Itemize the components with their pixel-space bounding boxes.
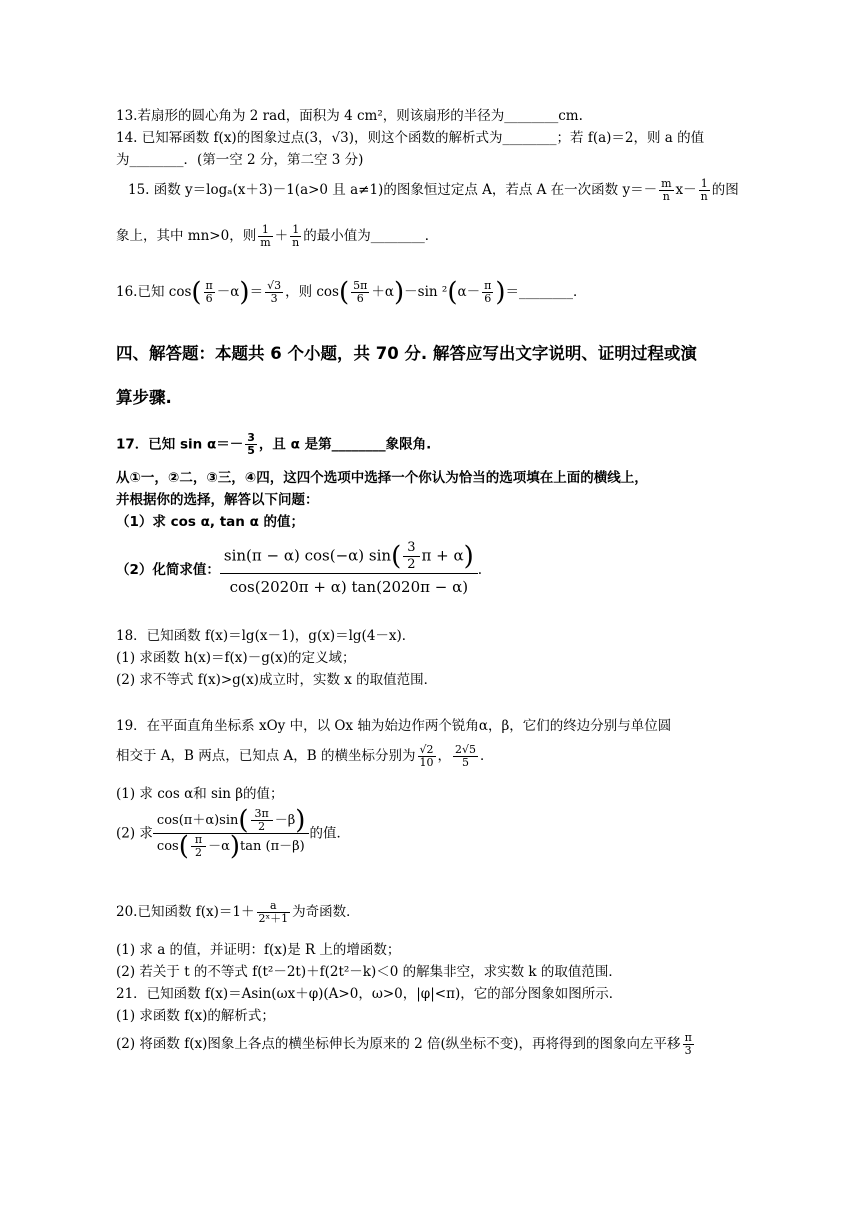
q15-one-over-n — [699, 178, 710, 203]
frac-den: m — [260, 236, 271, 249]
q16-5pi-over-6 — [351, 280, 369, 305]
frac-den: 2 — [407, 557, 416, 572]
q16-text-b: ，则 cos — [285, 284, 339, 300]
q16-eq: ＝ — [249, 284, 264, 300]
frac-den: n — [700, 190, 708, 203]
q19-3pi-over-2 — [251, 808, 273, 833]
question-21-line1: 21．已知函数 f(x)＝Asin(ωx＋φ)(A>0，ω>0，|φ|<π)，它的部分图象如图所示． — [116, 986, 623, 1002]
q20-a-over-2x1 — [257, 900, 291, 925]
frac-num: π — [205, 279, 213, 292]
question-16: 16.已知 cos( $\frac{\pi}{6}$ －α)＝ $\frac{√3}{3}$ ，则 cos( $\frac{5\pi}{6}$ ＋α)－sin ²(α－ $\frac{\pi}{6}$ )＝________． — [116, 277, 587, 308]
frac-den: 6 — [356, 292, 364, 305]
question-19-line2 — [116, 744, 494, 769]
frac-num: m — [661, 177, 672, 190]
question-18-line1: 18．已知函数 f(x)＝lg(x－1)，g(x)＝lg(4－x)． — [116, 628, 416, 644]
expr-rest: －β — [274, 813, 296, 828]
frac-num: 1 — [290, 224, 301, 237]
expr-text: cos(π＋α)sin — [156, 813, 239, 828]
frac-den: 5 — [247, 444, 255, 457]
q14-text: 14. 已知幂函数 f(x)的图象过点 — [116, 130, 305, 146]
q19-expression — [153, 805, 310, 862]
q16-text-c: －sin ² — [404, 284, 448, 300]
q17-3-over-5 — [245, 432, 257, 457]
q17-expression — [220, 542, 478, 598]
q20-text: 20.已知函数 f(x)＝1＋ — [116, 904, 255, 920]
expr-rest: －α — [208, 839, 230, 854]
q17-end: . — [477, 562, 483, 578]
q17-text: 17．已知 sin α＝－ — [116, 436, 244, 453]
q15-1-over-n — [290, 224, 301, 249]
q15-plus: ＋ — [274, 228, 289, 244]
frac-num: 1 — [699, 178, 710, 191]
frac-num: π — [484, 279, 492, 292]
question-19-part1: (1) 求 cos α和 sin β的值； — [116, 786, 284, 802]
question-15-line1 — [128, 178, 739, 203]
frac-den: 3 — [684, 1044, 692, 1057]
question-15-line2 — [116, 224, 438, 249]
frac-num: 3π — [251, 808, 273, 821]
q15-text-c: 象上，其中 mn>0，则 — [116, 228, 257, 244]
question-20-line1 — [116, 900, 360, 925]
question-18-line2: (1) 求函数 h(x)＝f(x)－g(x)的定义域； — [116, 650, 356, 666]
expr-text-b: tan (π－β) — [240, 839, 305, 854]
q14-point: (3，√3) — [304, 130, 355, 146]
q16-pi-over-6 — [204, 280, 215, 305]
frac-den: 2 — [258, 820, 266, 833]
q21-pi-over-3 — [683, 1032, 694, 1057]
q19-sqrt2-over-10 — [418, 744, 436, 769]
frac-num: a — [257, 900, 291, 913]
section-4-heading-line1: 四、解答题：本题共 6 个小题，共 70 分. 解答应写出文字说明、证明过程或演 — [116, 344, 697, 363]
frac-num: π — [684, 1031, 692, 1044]
frac-num: 1 — [258, 224, 272, 237]
question-17-part2 — [116, 542, 482, 598]
frac-num: 5π — [353, 279, 368, 292]
expr-text: sin(π − α) cos(−α) sin — [223, 546, 392, 565]
frac-den: n — [292, 236, 300, 249]
frac-den: 3 — [270, 292, 278, 305]
frac-num: √3 — [267, 279, 282, 292]
q16-text: 16.已知 cos — [116, 284, 192, 300]
q17-3-over-2 — [403, 542, 419, 571]
question-21-line3 — [116, 1032, 696, 1057]
q16-sqrt3-over-3 — [265, 280, 283, 305]
q19-2sqrt5-over-5 — [453, 744, 478, 769]
question-21-line2: (1) 求函数 f(x)的解析式； — [116, 1008, 275, 1024]
question-17-line3: 并根据你的选择，解答以下问题： — [116, 492, 319, 508]
q19-expr-num: cos(π＋α)sin( $\frac{3\pi}{2}$ －β) — [153, 808, 310, 834]
question-17-line1 — [116, 432, 431, 457]
frac-num: √2 — [419, 743, 434, 756]
section-4-heading-line2: 算步骤. — [116, 388, 172, 407]
q17-expr-num: sin(π − α) cos(−α) sin( $\frac{3}{2}$ π + α) — [220, 542, 478, 574]
q17-part2-label: （2）化简求值： — [116, 562, 220, 578]
q16-pi-over-6-b — [482, 280, 493, 305]
question-20-line3: (2) 若关于 t 的不等式 f(t²－2t)＋f(2t²－k)＜0 的解集非空，求实数 k 的取值范围． — [116, 964, 622, 980]
q15-text-d: 的最小值为________． — [303, 228, 439, 244]
frac-den: n — [662, 190, 670, 203]
q16-rest2: ＋α — [371, 284, 395, 300]
q19-comma: ， — [437, 748, 452, 764]
q15-x: x－ — [675, 182, 697, 198]
q15-1-over-m — [258, 224, 272, 249]
q19-dot: ． — [480, 748, 494, 764]
frac-den: 2 — [194, 846, 202, 859]
q19-pi-over-2 — [191, 834, 206, 859]
q15-text: 15. 函数 y＝logₐ(x＋3)－1(a>0 且 a≠1)的图象恒过定点 A，若点 A 在一次函数 y＝－ — [128, 182, 658, 198]
q15-text-b: 的图 — [711, 182, 739, 198]
question-17-part1: （1）求 cos α, tan α 的值； — [116, 514, 305, 530]
q17-expr-den: cos(2020π + α) tan(2020π − α) — [229, 578, 469, 596]
q19-end: 的值． — [309, 825, 350, 842]
q15-m-over-n — [659, 178, 673, 203]
frac-den: 10 — [419, 756, 434, 769]
question-14-line2: 为________．(第一空 2 分，第二空 3 分) — [116, 152, 364, 168]
question-18-line3: (2) 求不等式 f(x)>g(x)成立时，实数 x 的取值范围． — [116, 672, 438, 688]
frac-num: 3 — [247, 431, 255, 444]
q16-rest1: －α — [216, 284, 240, 300]
q20-text-b: 为奇函数． — [292, 904, 360, 920]
frac-den: 2ˣ＋1 — [258, 912, 289, 925]
q17-text-b: ，且 α 是第________象限角. — [258, 436, 432, 453]
q19-expr-den: cos( $\frac{\pi}{2}$ －α)tan (π－β) — [156, 831, 305, 862]
q19-part2-label: (2) 求 — [116, 825, 153, 842]
q19-text: 相交于 A，B 两点，已知点 A，B 的横坐标分别为 — [116, 748, 416, 764]
expr-rest: π + α — [421, 546, 464, 565]
question-17-line2: 从①一，②二，③三，④四，这四个选项中选择一个你认为恰当的选项填在上面的横线上， — [116, 470, 648, 486]
expr-text: cos — [156, 839, 179, 854]
q21-text: (2) 将函数 f(x)图象上各点的横坐标伸长为原来的 2 倍(纵坐标不变)，再将得到的图象向左平移 — [116, 1036, 681, 1052]
frac-num: 3 — [403, 542, 419, 557]
question-19-line1: 19．在平面直角坐标系 xOy 中，以 Ox 轴为始边作两个锐角α，β，它们的终边分别与单位圆 — [116, 718, 672, 734]
frac-den: 6 — [205, 292, 213, 305]
q16-pre3: α－ — [457, 284, 481, 300]
frac-den: 6 — [484, 292, 492, 305]
frac-num: π — [191, 834, 206, 847]
question-20-line2: (1) 求 a 的值，并证明：f(x)是 R 上的增函数； — [116, 942, 401, 958]
question-14-line1 — [116, 128, 704, 148]
question-13: 13.若扇形的圆心角为 2 rad，面积为 4 cm²，则该扇形的半径为________cm. — [116, 108, 583, 124]
question-19-part2 — [116, 805, 350, 862]
q16-text-d: ＝________． — [505, 284, 587, 300]
frac-num: 2√5 — [455, 743, 477, 756]
q14-text-b: ，则这个函数的解析式为________；若 f(a)＝2，则 a 的值 — [354, 130, 705, 146]
frac-den: 5 — [462, 756, 470, 769]
